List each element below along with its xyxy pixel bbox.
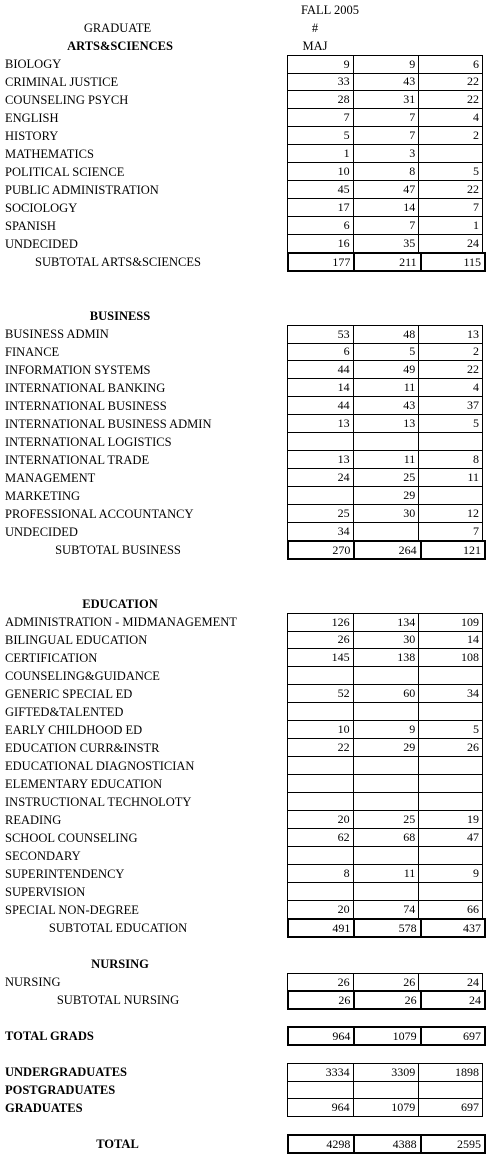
row-label: GENERIC SPECIAL ED — [5, 687, 133, 701]
value-cell: 2 — [419, 343, 483, 361]
value-cell: 44 — [288, 361, 354, 379]
row-label: INSTRUCTIONAL TECHNOLOTY — [5, 795, 192, 809]
table-row — [287, 703, 483, 721]
value-cell: 437 — [463, 921, 482, 935]
value-cell: 24 — [419, 974, 483, 992]
table-row — [287, 163, 483, 181]
value-cell — [288, 757, 354, 775]
value-cell: 6 — [288, 343, 354, 361]
value-cell: 16 — [288, 235, 354, 253]
value-cell: 1 — [419, 217, 483, 235]
value-cell: 26 — [355, 992, 421, 1008]
value-cell: 10 — [288, 721, 354, 739]
value-cell — [354, 523, 420, 541]
value-cell: 6 — [288, 217, 354, 235]
value-cell: 30 — [354, 631, 420, 649]
row-label: HISTORY — [5, 129, 59, 143]
total-grads-label: TOTAL GRADS — [5, 1029, 94, 1043]
value-cell: 7 — [354, 109, 420, 127]
table-row — [287, 343, 483, 361]
value-cell: 52 — [288, 685, 354, 703]
table-row — [287, 739, 483, 757]
table-row — [287, 883, 483, 901]
subtotal-row — [287, 540, 486, 560]
row-label: POLITICAL SCIENCE — [5, 165, 125, 179]
graduate-header: GRADUATE — [83, 21, 152, 35]
row-label: INTERNATIONAL BANKING — [5, 381, 166, 395]
table-row — [287, 631, 483, 649]
value-cell: 24 — [288, 469, 354, 487]
row-label: BILINGUAL EDUCATION — [5, 633, 148, 647]
table-row — [287, 55, 483, 74]
value-cell: 5 — [419, 721, 483, 739]
value-cell — [288, 1081, 354, 1099]
value-cell: 1 — [288, 145, 354, 163]
value-cell: 66 — [419, 901, 483, 919]
value-cell: 14 — [288, 379, 354, 397]
value-cell: 68 — [354, 829, 420, 847]
row-label: SPANISH — [5, 219, 56, 233]
subtotal-row — [287, 252, 486, 272]
value-cell: 26 — [419, 739, 483, 757]
value-cell: 47 — [419, 829, 483, 847]
table-row — [287, 235, 483, 253]
value-cell: 9 — [288, 56, 354, 74]
value-cell: 109 — [419, 614, 483, 632]
value-cell: 4388 — [355, 1136, 421, 1152]
maj-header: MAJ — [302, 39, 328, 53]
row-label: FINANCE — [5, 345, 60, 359]
value-cell: 126 — [288, 614, 354, 632]
value-cell: 211 — [355, 254, 421, 270]
value-cell: 22 — [419, 73, 483, 91]
section-title: BUSINESS — [89, 309, 151, 323]
value-cell: 17 — [288, 199, 354, 217]
value-cell: 11 — [354, 379, 420, 397]
row-label: INTERNATIONAL LOGISTICS — [5, 435, 172, 449]
value-cell — [419, 757, 483, 775]
value-cell: 11 — [354, 865, 420, 883]
row-label: CRIMINAL JUSTICE — [5, 75, 119, 89]
value-cell: 138 — [354, 649, 420, 667]
value-cell: 145 — [288, 649, 354, 667]
table-row — [287, 127, 483, 145]
summary-row — [287, 1099, 483, 1117]
value-cell — [419, 847, 483, 865]
value-cell: 25 — [354, 469, 420, 487]
value-cell — [288, 703, 354, 721]
value-cell: 5 — [354, 343, 420, 361]
value-cell: 964 — [289, 1028, 355, 1044]
value-cell: 25 — [354, 811, 420, 829]
value-cell: 22 — [419, 91, 483, 109]
table-row — [287, 109, 483, 127]
value-cell: 11 — [419, 469, 483, 487]
value-cell: 30 — [354, 505, 420, 523]
table-row — [287, 91, 483, 109]
value-cell — [354, 433, 420, 451]
row-label: SOCIOLOGY — [5, 201, 78, 215]
value-cell: 8 — [288, 865, 354, 883]
value-cell: 34 — [288, 523, 354, 541]
value-cell: 31 — [354, 91, 420, 109]
table-row — [287, 847, 483, 865]
value-cell: 22 — [419, 361, 483, 379]
row-label: SUPERINTENDENCY — [5, 867, 125, 881]
table-row — [287, 397, 483, 415]
value-cell: 47 — [354, 181, 420, 199]
value-cell: 10 — [288, 163, 354, 181]
value-cell: 177 — [289, 254, 355, 270]
value-cell: 697 — [463, 1029, 482, 1043]
value-cell: 24 — [469, 993, 482, 1007]
summary-label: GRADUATES — [5, 1101, 83, 1115]
value-cell — [419, 883, 483, 901]
value-cell: 4298 — [289, 1136, 355, 1152]
value-cell: 491 — [289, 920, 355, 936]
value-cell: 5 — [419, 163, 483, 181]
value-cell: 4 — [419, 109, 483, 127]
hash-header: # — [311, 21, 319, 35]
value-cell: 964 — [288, 1099, 354, 1117]
value-cell: 8 — [354, 163, 420, 181]
row-label: UNDECIDED — [5, 525, 78, 539]
value-cell: 5 — [419, 415, 483, 433]
value-cell: 9 — [354, 56, 420, 74]
table-row — [287, 811, 483, 829]
value-cell: 1079 — [354, 1099, 420, 1117]
value-cell: 29 — [354, 739, 420, 757]
value-cell: 13 — [288, 451, 354, 469]
value-cell — [419, 703, 483, 721]
summary-row — [287, 1081, 483, 1099]
row-label: EDUCATIONAL DIAGNOSTICIAN — [5, 759, 195, 773]
value-cell — [354, 667, 420, 685]
table-row — [287, 199, 483, 217]
row-label: PUBLIC ADMINISTRATION — [5, 183, 159, 197]
row-label: SECONDARY — [5, 849, 81, 863]
row-label: ADMINISTRATION - MIDMANAGEMENT — [5, 615, 237, 629]
row-label: EARLY CHILDHOOD ED — [5, 723, 143, 737]
table-row — [287, 613, 483, 632]
value-cell: 578 — [355, 920, 421, 936]
value-cell: 20 — [288, 901, 354, 919]
value-cell: 1079 — [355, 1028, 421, 1044]
value-cell: 43 — [354, 73, 420, 91]
value-cell: 14 — [419, 631, 483, 649]
value-cell — [419, 433, 483, 451]
value-cell — [419, 487, 483, 505]
subtotal-row — [287, 918, 486, 938]
value-cell: 121 — [463, 543, 482, 557]
value-cell: 62 — [288, 829, 354, 847]
value-cell: 14 — [354, 199, 420, 217]
total-grads-row — [287, 1026, 486, 1046]
section-title: EDUCATION — [82, 597, 158, 611]
row-label: MANAGEMENT — [5, 471, 96, 485]
value-cell — [419, 1081, 483, 1099]
value-cell: 25 — [288, 505, 354, 523]
value-cell — [288, 793, 354, 811]
row-label: INFORMATION SYSTEMS — [5, 363, 151, 377]
value-cell: 26 — [289, 992, 355, 1008]
row-label: INTERNATIONAL BUSINESS — [5, 399, 167, 413]
table-row — [287, 325, 483, 344]
value-cell: 134 — [354, 614, 420, 632]
table-row — [287, 379, 483, 397]
value-cell: 44 — [288, 397, 354, 415]
value-cell — [354, 847, 420, 865]
value-cell — [288, 775, 354, 793]
value-cell: 4 — [419, 379, 483, 397]
value-cell: 33 — [288, 73, 354, 91]
row-label: BUSINESS ADMIN — [5, 327, 109, 341]
value-cell — [354, 1081, 420, 1099]
row-label: EDUCATION CURR&INSTR — [5, 741, 160, 755]
value-cell: 5 — [288, 127, 354, 145]
value-cell — [288, 487, 354, 505]
value-cell: 19 — [419, 811, 483, 829]
value-cell: 6 — [419, 56, 483, 74]
row-label: SPECIAL NON-DEGREE — [5, 903, 139, 917]
value-cell: 7 — [354, 127, 420, 145]
row-label: SCHOOL COUNSELING — [5, 831, 138, 845]
row-label: COUNSELING PSYCH — [5, 93, 129, 107]
table-row — [287, 505, 483, 523]
value-cell: 26 — [288, 631, 354, 649]
summary-label: POSTGRADUATES — [5, 1083, 116, 1097]
row-label: ENGLISH — [5, 111, 59, 125]
value-cell: 12 — [419, 505, 483, 523]
subtotal-row — [287, 990, 486, 1010]
value-cell — [288, 667, 354, 685]
value-cell: 13 — [288, 415, 354, 433]
table-row — [287, 649, 483, 667]
table-row — [287, 901, 483, 919]
section-title: NURSING — [91, 957, 149, 971]
total-label: TOTAL — [96, 1137, 139, 1151]
term-header: FALL 2005 — [301, 3, 359, 17]
table-row — [287, 415, 483, 433]
table-row — [287, 469, 483, 487]
value-cell — [419, 667, 483, 685]
row-label: COUNSELING&GUIDANCE — [5, 669, 160, 683]
value-cell: 22 — [288, 739, 354, 757]
table-row — [287, 793, 483, 811]
row-label: MARKETING — [5, 489, 80, 503]
row-label: INTERNATIONAL BUSINESS ADMIN — [5, 417, 212, 431]
value-cell — [354, 775, 420, 793]
value-cell — [419, 775, 483, 793]
value-cell: 20 — [288, 811, 354, 829]
row-label: MATHEMATICS — [5, 147, 94, 161]
value-cell: 22 — [419, 181, 483, 199]
value-cell: 3 — [354, 145, 420, 163]
value-cell: 7 — [419, 199, 483, 217]
value-cell: 3334 — [288, 1064, 354, 1082]
value-cell: 60 — [354, 685, 420, 703]
value-cell: 11 — [354, 451, 420, 469]
table-row — [287, 181, 483, 199]
subtotal-label: SUBTOTAL BUSINESS — [55, 543, 181, 557]
row-label: NURSING — [5, 975, 61, 989]
value-cell: 28 — [288, 91, 354, 109]
table-row — [287, 757, 483, 775]
value-cell: 115 — [463, 255, 482, 269]
value-cell: 270 — [289, 542, 355, 558]
value-cell: 264 — [355, 542, 421, 558]
value-cell — [288, 847, 354, 865]
value-cell: 49 — [354, 361, 420, 379]
value-cell: 48 — [354, 326, 420, 344]
row-label: SUPERVISION — [5, 885, 86, 899]
table-row — [287, 667, 483, 685]
row-label: UNDECIDED — [5, 237, 78, 251]
value-cell: 13 — [354, 415, 420, 433]
value-cell: 7 — [354, 217, 420, 235]
table-row — [287, 73, 483, 91]
table-row — [287, 487, 483, 505]
table-row — [287, 145, 483, 163]
value-cell: 9 — [419, 865, 483, 883]
table-row — [287, 451, 483, 469]
value-cell: 37 — [419, 397, 483, 415]
value-cell: 2595 — [457, 1137, 482, 1151]
table-row — [287, 433, 483, 451]
value-cell: 74 — [354, 901, 420, 919]
subtotal-label: SUBTOTAL NURSING — [56, 993, 180, 1007]
value-cell: 24 — [419, 235, 483, 253]
row-label: CERTIFICATION — [5, 651, 98, 665]
table-row — [287, 685, 483, 703]
table-row — [287, 865, 483, 883]
table-row — [287, 829, 483, 847]
table-row — [287, 775, 483, 793]
summary-label: UNDERGRADUATES — [5, 1065, 128, 1079]
summary-row — [287, 1063, 483, 1082]
total-row — [287, 1134, 486, 1154]
value-cell — [288, 433, 354, 451]
value-cell: 1898 — [419, 1064, 483, 1082]
value-cell — [354, 883, 420, 901]
row-label: READING — [5, 813, 62, 827]
value-cell — [288, 883, 354, 901]
value-cell: 45 — [288, 181, 354, 199]
value-cell: 8 — [419, 451, 483, 469]
row-label: PROFESSIONAL ACCOUNTANCY — [5, 507, 194, 521]
value-cell: 13 — [419, 326, 483, 344]
row-label: BIOLOGY — [5, 57, 62, 71]
section-title: ARTS&SCIENCES — [67, 39, 173, 53]
value-cell: 9 — [354, 721, 420, 739]
value-cell: 43 — [354, 397, 420, 415]
value-cell — [419, 145, 483, 163]
value-cell: 26 — [354, 974, 420, 992]
value-cell: 34 — [419, 685, 483, 703]
table-row — [287, 361, 483, 379]
value-cell: 3309 — [354, 1064, 420, 1082]
value-cell: 7 — [288, 109, 354, 127]
row-label: ELEMENTARY EDUCATION — [5, 777, 163, 791]
value-cell: 26 — [288, 974, 354, 992]
table-row — [287, 217, 483, 235]
value-cell — [354, 703, 420, 721]
value-cell — [419, 793, 483, 811]
value-cell: 2 — [419, 127, 483, 145]
subtotal-label: SUBTOTAL ARTS&SCIENCES — [35, 255, 201, 269]
table-row — [287, 523, 483, 541]
value-cell: 697 — [419, 1099, 483, 1117]
subtotal-label: SUBTOTAL EDUCATION — [48, 921, 188, 935]
value-cell: 7 — [419, 523, 483, 541]
value-cell: 35 — [354, 235, 420, 253]
value-cell: 53 — [288, 326, 354, 344]
row-label: INTERNATIONAL TRADE — [5, 453, 150, 467]
row-label: GIFTED&TALENTED — [5, 705, 124, 719]
value-cell — [354, 793, 420, 811]
value-cell: 29 — [354, 487, 420, 505]
table-row — [287, 721, 483, 739]
value-cell — [354, 757, 420, 775]
value-cell: 108 — [419, 649, 483, 667]
